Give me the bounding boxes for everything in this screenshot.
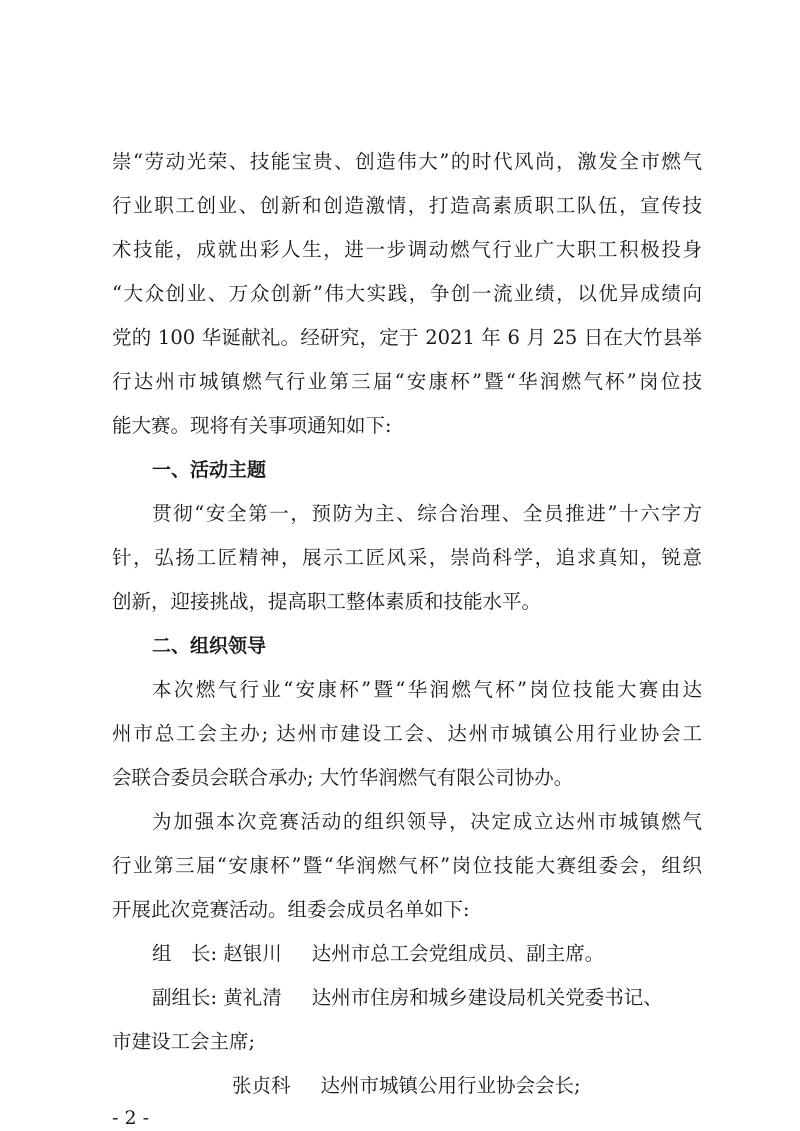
committee-member-title: 达州市总工会党组成员、副主席。 [311,942,605,965]
committee-member-name: 张贞科 [232,1074,291,1097]
committee-member-title: 达州市住房和城乡建设局机关党委书记、 [311,986,663,1009]
body-line: 行达州市城镇燃气行业第三届“安康杯”暨“华润燃气杯”岗位技 [112,370,702,393]
body-line: 行业第三届“安康杯”暨“华润燃气杯”岗位技能大赛组委会，组织 [112,854,702,877]
body-line: 本次燃气行业“安康杯”暨“华润燃气杯”岗位技能大赛由达 [152,678,702,701]
body-line: 术技能，成就出彩人生，进一步调动燃气行业广大职工积极投身 [112,238,702,261]
section-heading-theme: 一、活动主题 [152,459,267,481]
section-heading-organization: 二、组织领导 [152,635,267,657]
body-line: 会联合委员会联合承办; 大竹华润燃气有限公司协办。 [112,766,574,789]
body-line: 行业职工创业、创新和创造激情，打造高素质职工队伍，宣传技 [112,194,702,217]
committee-role: 副组长: [152,986,218,1009]
body-line: 州市总工会主办; 达州市建设工会、达州市城镇公用行业协会工 [112,722,702,745]
committee-member-title: 达州市城镇公用行业协会会长; [320,1074,581,1097]
body-line: 创新，迎接挑战，提高职工整体素质和技能水平。 [112,590,542,613]
committee-member-name: 黄礼清 [223,986,282,1009]
body-line: 贯彻“安全第一，预防为主、综合治理、全员推进”十六字方 [152,502,702,525]
body-line: 为加强本次竞赛活动的组织领导，决定成立达州市城镇燃气 [152,810,702,833]
body-line: 市建设工会主席; [112,1030,256,1053]
body-line: 能大赛。现将有关事项通知如下: [112,414,392,437]
committee-deputy-row [152,985,702,1011]
body-line: 针，弘扬工匠精神，展示工匠风采，崇尚科学，追求真知，锐意 [112,546,702,569]
body-line: “大众创业、万众创新”伟大实践，争创一流业绩，以优异成绩向 [112,282,702,305]
body-line: 党的 100 华诞献礼。经研究，定于 2021 年 6 月 25 日在大竹县举 [112,326,702,349]
body-line: 崇“劳动光荣、技能宝贵、创造伟大”的时代风尚，激发全市燃气 [112,150,702,173]
committee-member-name: 赵银川 [223,942,282,965]
committee-deputy-row [232,1073,702,1099]
body-line: 开展此次竞赛活动。组委会成员名单如下: [112,898,470,921]
page-number: - 2 - [112,1107,150,1129]
committee-leader-row [152,941,702,967]
committee-role: 组 长: [152,942,218,965]
